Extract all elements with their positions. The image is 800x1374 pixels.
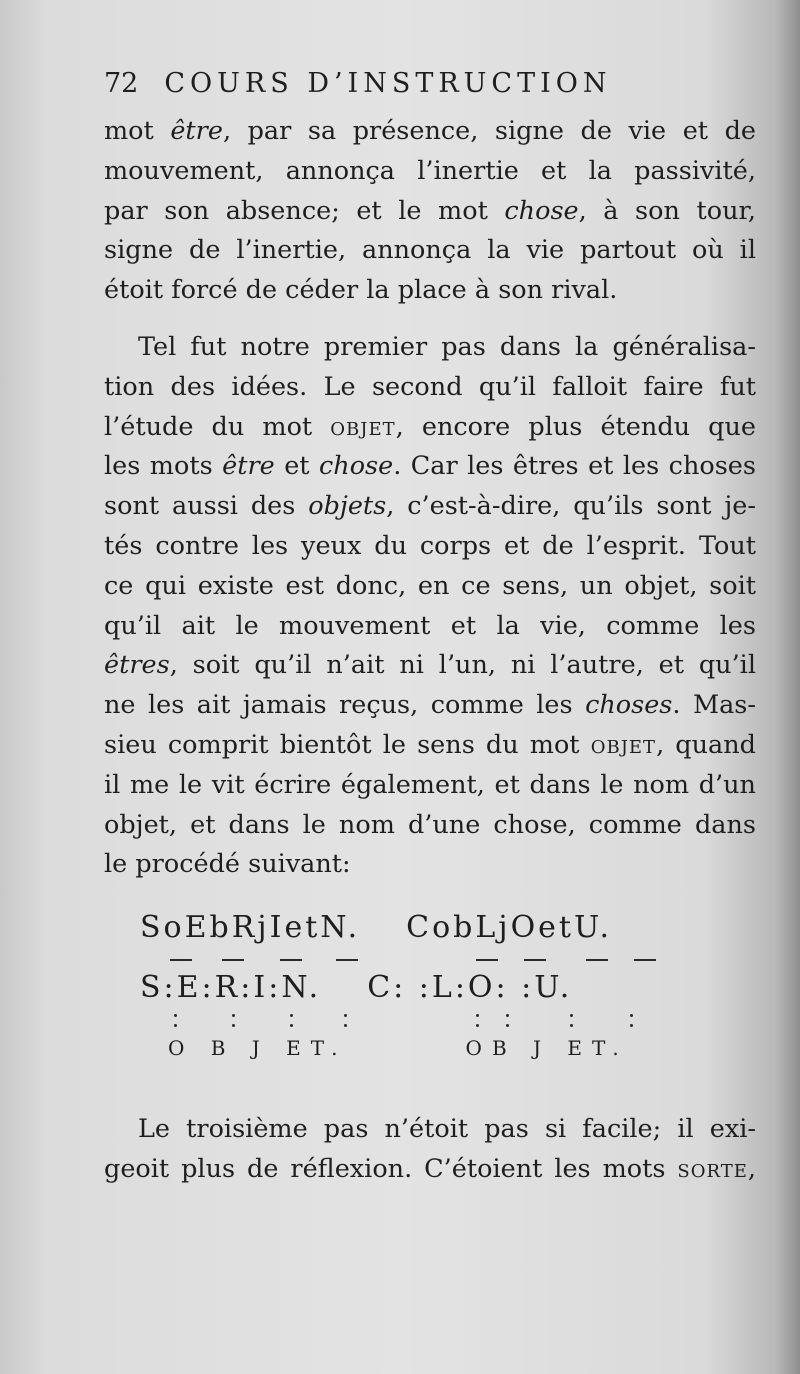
p1-line-3: par son absence; et le mot chose, à son tour, bbox=[104, 195, 756, 226]
p2-line-4: les mots être et chose. Car les êtres et les choses bbox=[104, 451, 756, 482]
page-number: 72 bbox=[104, 68, 139, 99]
interleaved-word-clou: CobLjOetU. bbox=[406, 910, 613, 945]
p2-line-14: le procédé suivant: bbox=[104, 849, 351, 880]
dash-mark bbox=[170, 959, 192, 961]
p2-line-13: objet, et dans le nom d’une chose, comme dans bbox=[104, 809, 756, 840]
dash-mark bbox=[586, 959, 608, 961]
dot-mark bbox=[630, 1024, 633, 1027]
p2-line-5: sont aussi des objets, c’est-à-dire, qu’ils sont je- bbox=[104, 491, 756, 522]
running-title: COURS D’INSTRUCTION bbox=[164, 68, 612, 99]
spelling-row-interleaved bbox=[140, 910, 720, 950]
dot-mark bbox=[506, 1014, 509, 1017]
p2-line-8: qu’il ait le mouvement et la vie, comme les bbox=[104, 610, 756, 641]
dash-mark bbox=[524, 959, 546, 961]
p1-line-1: mot être, par sa présence, signe de vie et de bbox=[104, 116, 756, 146]
p2-line-10: ne les ait jamais reçus, comme les choses. Mas- bbox=[104, 690, 756, 721]
p2-line-2: tion des idées. Le second qu’il falloit faire fut bbox=[104, 371, 756, 402]
p2-line-12: il me le vit écrire également, et dans le nom d’un bbox=[104, 769, 756, 800]
dash-mark bbox=[222, 959, 244, 961]
dot-mark bbox=[630, 1014, 633, 1017]
dash-mark bbox=[336, 959, 358, 961]
dash-marks bbox=[168, 959, 708, 969]
p2-line-6: tés contre les yeux du corps et de l’esprit. Tout bbox=[104, 530, 756, 561]
dot-mark bbox=[174, 1024, 177, 1027]
p3-line-1: Le troisième pas n’étoit pas si facile; il exi- bbox=[138, 1114, 756, 1144]
paragraph-1 bbox=[104, 112, 756, 311]
dot-mark bbox=[290, 1024, 293, 1027]
paragraph-2 bbox=[104, 328, 756, 885]
spelling-diagram bbox=[140, 910, 720, 1080]
dot-mark bbox=[232, 1014, 235, 1017]
objet-word-2: OB J ET. bbox=[465, 1036, 629, 1060]
dot-mark bbox=[232, 1024, 235, 1027]
dot-mark bbox=[476, 1014, 479, 1017]
paragraph-3 bbox=[104, 1110, 756, 1190]
spelling-row-separated bbox=[140, 970, 720, 1010]
dot-mark bbox=[476, 1024, 479, 1027]
interleaved-word-serin: SoEbRjIetN. bbox=[140, 910, 361, 945]
p2-line-3: l’étude du mot objet, encore plus étendu que bbox=[104, 411, 757, 442]
dot-mark bbox=[344, 1014, 347, 1017]
dash-mark bbox=[280, 959, 302, 961]
dot-mark bbox=[174, 1014, 177, 1017]
p1-line-4: signe de l’inertie, annonça la vie partout où il bbox=[104, 235, 756, 266]
running-header bbox=[104, 68, 684, 108]
dot-mark bbox=[570, 1024, 573, 1027]
dash-mark bbox=[476, 959, 498, 961]
p2-line-9: êtres, soit qu’il n’ait ni l’un, ni l’autre, et qu’il bbox=[104, 650, 756, 681]
spelling-row-objet bbox=[140, 1036, 720, 1076]
dot-mark bbox=[290, 1014, 293, 1017]
dot-mark bbox=[506, 1024, 509, 1027]
dash-mark bbox=[634, 959, 656, 961]
p2-line-1: Tel fut notre premier pas dans la généralisa- bbox=[138, 332, 756, 362]
objet-word-1: O B J ET. bbox=[168, 1036, 348, 1060]
p1-line-2: mouvement, annonça l’inertie et la passivité, bbox=[104, 155, 756, 186]
separated-word-serin: S:E:R:I:N. bbox=[140, 970, 322, 1005]
dot-mark bbox=[344, 1024, 347, 1027]
p1-line-5: étoit forcé de céder la place à son rival. bbox=[104, 275, 618, 306]
p3-line-2: geoit plus de réflexion. C’étoient les mots sorte, bbox=[104, 1153, 756, 1184]
separated-word-clou: C: :L:O: :U. bbox=[367, 970, 573, 1005]
dot-mark bbox=[570, 1014, 573, 1017]
p2-line-11: sieu comprit bientôt le sens du mot objet, quand bbox=[104, 729, 756, 760]
p2-line-7: ce qui existe est donc, en ce sens, un objet, soit bbox=[104, 570, 756, 601]
